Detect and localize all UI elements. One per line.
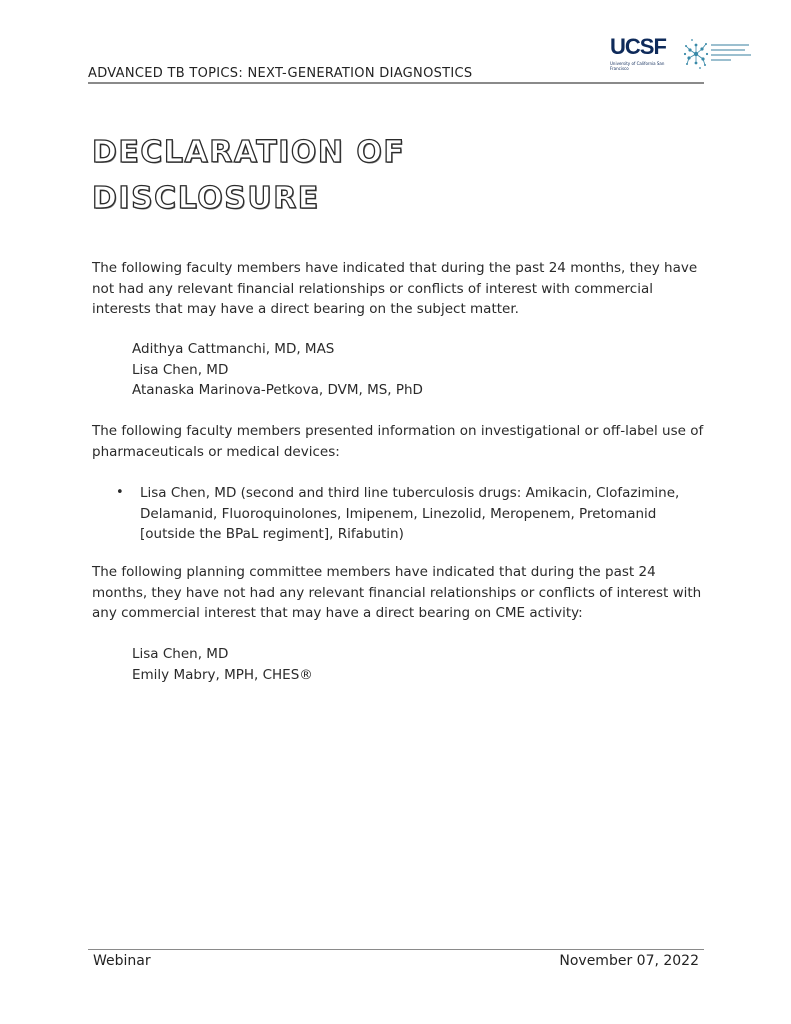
- faculty-item: Lisa Chen, MD: [132, 361, 229, 378]
- committee-list: [132, 644, 313, 685]
- committee-item: Emily Mabry, MPH, CHES®: [132, 666, 313, 683]
- intro-no-conflicts: The following faculty members have indicated that during the past 24 months, they have not had any relevant financial relationships or conflicts of interest with commercial interests that may have a direct bearing on the subject matter.: [92, 260, 698, 317]
- faculty-item: Adithya Cattmanchi, MD, MAS: [132, 341, 335, 357]
- ucsf-logo: [610, 36, 676, 78]
- faculty-item: Atanaska Marinova-Petkova, DVM, MS, PhD: [132, 382, 423, 398]
- page-title: [92, 130, 405, 222]
- ucsf-logo-word: UCSF: [610, 34, 666, 59]
- intro-offlabel: The following faculty members presented information on investigational or off-label use of pharmaceuticals or medical devices:: [92, 423, 704, 460]
- header-title: ADVANCED TB TOPICS: NEXT-GENERATION DIAGNOSTICS: [88, 66, 473, 81]
- tb-center-emblem-icon: [681, 36, 711, 72]
- offlabel-item: [114, 483, 694, 545]
- footer-event-type: Webinar: [93, 953, 151, 969]
- committee-item: Lisa Chen, MD: [132, 646, 229, 662]
- offlabel-item-text: Lisa Chen, MD (second and third line tuberculosis drugs: Amikacin, Clofazimine, Delamanid, Fluoroquinolones, Imipenem, Linezolid, Meropenem, Pretomanid [outside the BPaL regiment], Rifabutin): [140, 485, 680, 542]
- page-title-line-1: DECLARATION OF: [92, 135, 406, 170]
- footer-date: November 07, 2022: [559, 953, 699, 969]
- page-title-line-2: DISCLOSURE: [92, 181, 320, 216]
- faculty-list: [132, 339, 423, 401]
- bullet-icon: •: [116, 485, 124, 500]
- tb-center-logo: [681, 36, 753, 76]
- offlabel-list: [114, 483, 694, 545]
- intro-committee: The following planning committee members have indicated that during the past 24 months, they have not had any relevant financial relationships or conflicts of interest with any commercial interest that may have a direct bearing on CME activity:: [92, 564, 702, 621]
- tb-center-logo-text: [711, 44, 751, 61]
- header-divider: [88, 82, 704, 84]
- ucsf-logo-subtitle: University of California San Francisco: [610, 61, 665, 71]
- footer-divider: [88, 949, 704, 950]
